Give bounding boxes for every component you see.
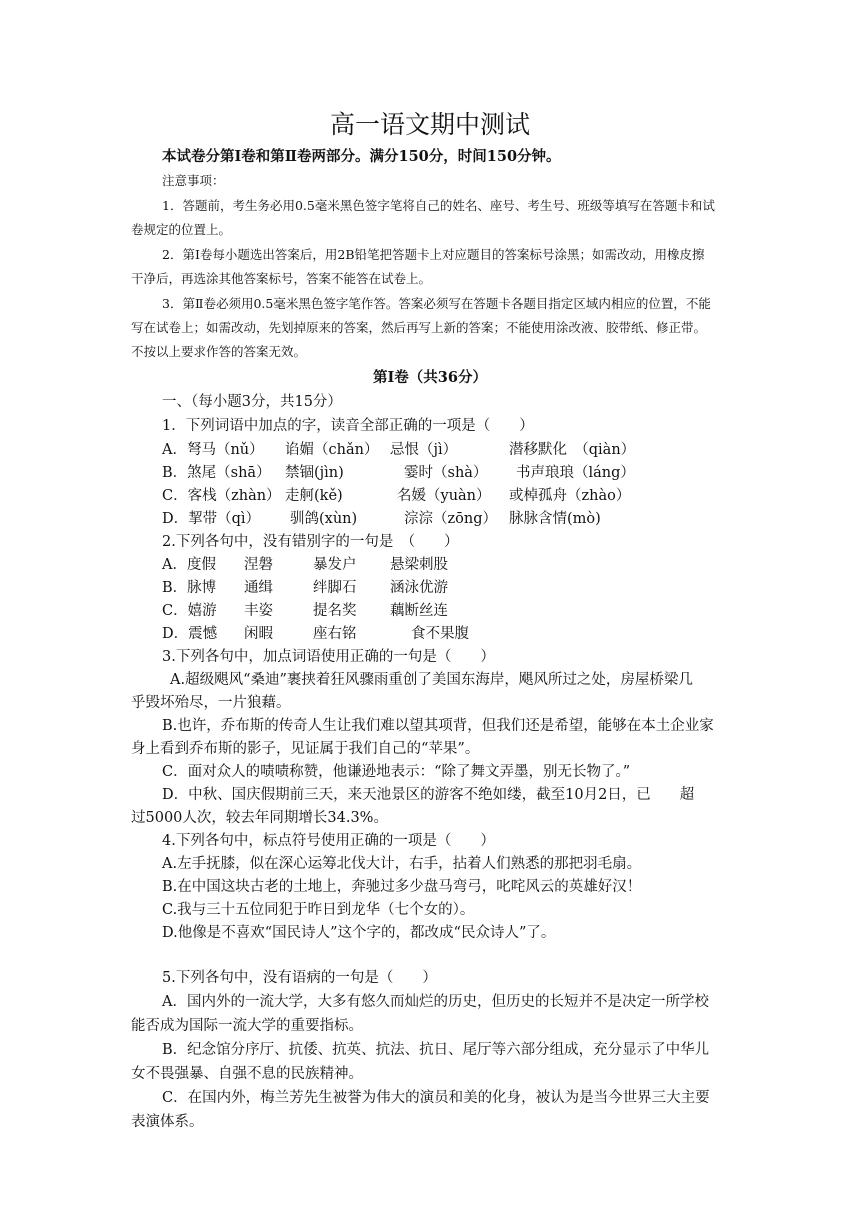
q2-option-d-1: D．震憾 <box>162 626 218 642</box>
q3-option-d-line-1: D．中秋、国庆假期前三天，来天池景区的游客不绝如缕，截至10月2日，已 超 <box>162 787 695 803</box>
notice-3-line-2: 写在试卷上；如需改动，先划掉原来的答案，然后再写上新的答案；不能使用涂改液、胶带纸、修正带。 <box>131 320 707 335</box>
q3-option-b-line-2: 身上看到乔布斯的影子，见证属于我们自己的“苹果”。 <box>131 741 480 757</box>
question-4-stem: 4.下列各句中，标点符号使用正确的一项是（ ） <box>162 833 495 849</box>
q3-option-c-line-1: C．面对众人的啧啧称赞，他谦逊地表示：“除了舞文弄墨，别无长物了。” <box>162 764 631 780</box>
q2-option-b-1: B．脉博 <box>162 580 217 596</box>
notice-2-line-1: 2．第Ⅰ卷每小题选出答案后，用2B铅笔把答题卡上对应题目的答案标号涂黑；如需改动，用橡皮擦 <box>162 247 705 262</box>
q1-option-a-2: 谄媚（chǎn） <box>285 442 379 458</box>
q2-option-c-1: C．嬉游 <box>162 603 217 619</box>
q5-option-b-line-2: 女不畏强暴、自强不息的民族精神。 <box>131 1066 363 1082</box>
q5-option-a-line-2: 能否成为国际一流大学的重要指标。 <box>131 1018 363 1034</box>
q5-option-a-line-1: A．国内外的一流大学，大多有悠久而灿烂的历史，但历史的长短并不是决定一所学校 <box>162 994 709 1010</box>
q2-option-a-4: 悬梁刺股 <box>390 557 448 573</box>
q1-option-a-4: 潜移默化 （qiàn） <box>509 442 636 458</box>
q1-option-c-4: 或棹孤舟（zhào） <box>509 488 631 504</box>
q1-option-a-3: 忌恨（jì） <box>390 442 458 458</box>
q2-option-b-4: 涵泳优游 <box>390 580 448 596</box>
q1-option-b-1: B．煞尾（shā） <box>162 465 271 481</box>
question-5-stem: 5.下列各句中，没有语病的一句是（ ） <box>162 970 437 986</box>
exam-intro: 本试卷分第Ⅰ卷和第Ⅱ卷两部分。满分150分，时间150分钟。 <box>162 148 561 165</box>
q2-option-c-3: 提名奖 <box>313 603 357 619</box>
q3-option-b-line-1: B.也许，乔布斯的传奇人生让我们难以望其项背，但我们还是希望，能够在本土企业家 <box>162 718 714 734</box>
q2-option-d-2: 闲暇 <box>244 626 273 642</box>
q1-option-c-3: 名媛（yuàn） <box>397 488 491 504</box>
q2-option-a-2: 涅磐 <box>244 557 273 573</box>
page-title: 高一语文期中测试 <box>329 110 530 139</box>
section-1-heading: 一、（每小题3分，共15分） <box>162 394 342 410</box>
q2-option-b-3: 绊脚石 <box>313 580 357 596</box>
q1-option-b-2: 禁锢(jìn) <box>285 465 344 481</box>
q2-option-a-1: A．度假 <box>162 557 216 573</box>
q1-option-a-1: A．弩马（nǔ） <box>162 442 264 458</box>
q2-option-b-2: 通缉 <box>244 580 273 596</box>
q1-option-d-2: 驯鸽(xùn) <box>290 511 358 527</box>
q1-option-d-3: 淙淙（zōng） <box>404 511 497 527</box>
question-3-stem: 3.下列各句中，加点词语使用正确的一句是（ ） <box>162 649 495 665</box>
q4-option-d: D.他像是不喜欢“国民诗人”这个字的，都改成“民众诗人”了。 <box>162 925 556 941</box>
q1-option-c-2: 走舸(kě) <box>285 488 343 504</box>
q1-option-c-1: C．客栈（zhàn） <box>162 488 281 504</box>
q4-option-a: A.左手抚膝，似在深心运筹北伐大计，右手，拈着人们熟悉的那把羽毛扇。 <box>162 856 642 872</box>
q5-option-c-line-2: 表演体系。 <box>131 1114 204 1130</box>
notice-3-line-1: 3．第Ⅱ卷必须用0.5毫米黑色签字笔作答。答案必须写在答题卡各题目指定区域内相应的位置，不能 <box>162 296 711 311</box>
q3-option-a-line-1: A.超级飓风“桑迪”裹挟着狂风骤雨重创了美国东海岸，飓风所过之处，房屋桥梁几 <box>170 672 693 688</box>
q1-option-b-3: 霎时（shà） <box>404 465 488 481</box>
q3-option-a-line-2: 乎毁坏殆尽，一片狼藉。 <box>131 695 291 711</box>
q2-option-d-4: 食不果腹 <box>411 626 469 642</box>
q4-option-b: B.在中国这块古老的土地上，奔驰过多少盘马弯弓，叱咤风云的英雄好汉！ <box>162 879 642 895</box>
question-1-stem: 1．下列词语中加点的字，读音全部正确的一项是（ ） <box>162 418 534 434</box>
notice-2-line-2: 干净后，再选涂其他答案标号，答案不能答在试卷上。 <box>131 271 432 286</box>
q1-option-d-1: D．挈带（qì） <box>162 511 261 527</box>
notice-label: 注意事项： <box>162 173 225 188</box>
question-2-stem: 2.下列各句中，没有错别字的一句是 （ ） <box>162 534 459 550</box>
q1-option-b-4: 书声琅琅（láng） <box>516 465 635 481</box>
q2-option-c-4: 藕断丝连 <box>390 603 448 619</box>
q3-option-d-line-2: 过5000人次，较去年同期增长34.3%。 <box>131 810 388 826</box>
notice-3-line-3: 不按以上要求作答的答案无效。 <box>131 344 307 359</box>
q5-option-c-line-1: C．在国内外，梅兰芳先生被誉为伟大的演员和美的化身，被认为是当今世界三大主要 <box>162 1090 710 1106</box>
q1-option-d-4: 脉脉含情(mò) <box>509 511 601 527</box>
notice-1-line-2: 卷规定的位置上。 <box>131 222 232 237</box>
notice-1-line-1: 1．答题前，考生务必用0.5毫米黑色签字笔将自己的姓名、座号、考生号、班级等填写在答题卡和试 <box>162 198 715 213</box>
part-1-heading: 第Ⅰ卷（共36分） <box>373 369 487 386</box>
q2-option-d-3: 座右铭 <box>313 626 357 642</box>
q5-option-b-line-1: B．纪念馆分序厅、抗倭、抗英、抗法、抗日、尾厅等六部分组成，充分显示了中华儿 <box>162 1042 710 1058</box>
q4-option-c: C.我与三十五位同犯于昨日到龙华（七个女的）。 <box>162 902 475 918</box>
q2-option-a-3: 暴发户 <box>313 557 357 573</box>
q2-option-c-2: 丰姿 <box>244 603 273 619</box>
